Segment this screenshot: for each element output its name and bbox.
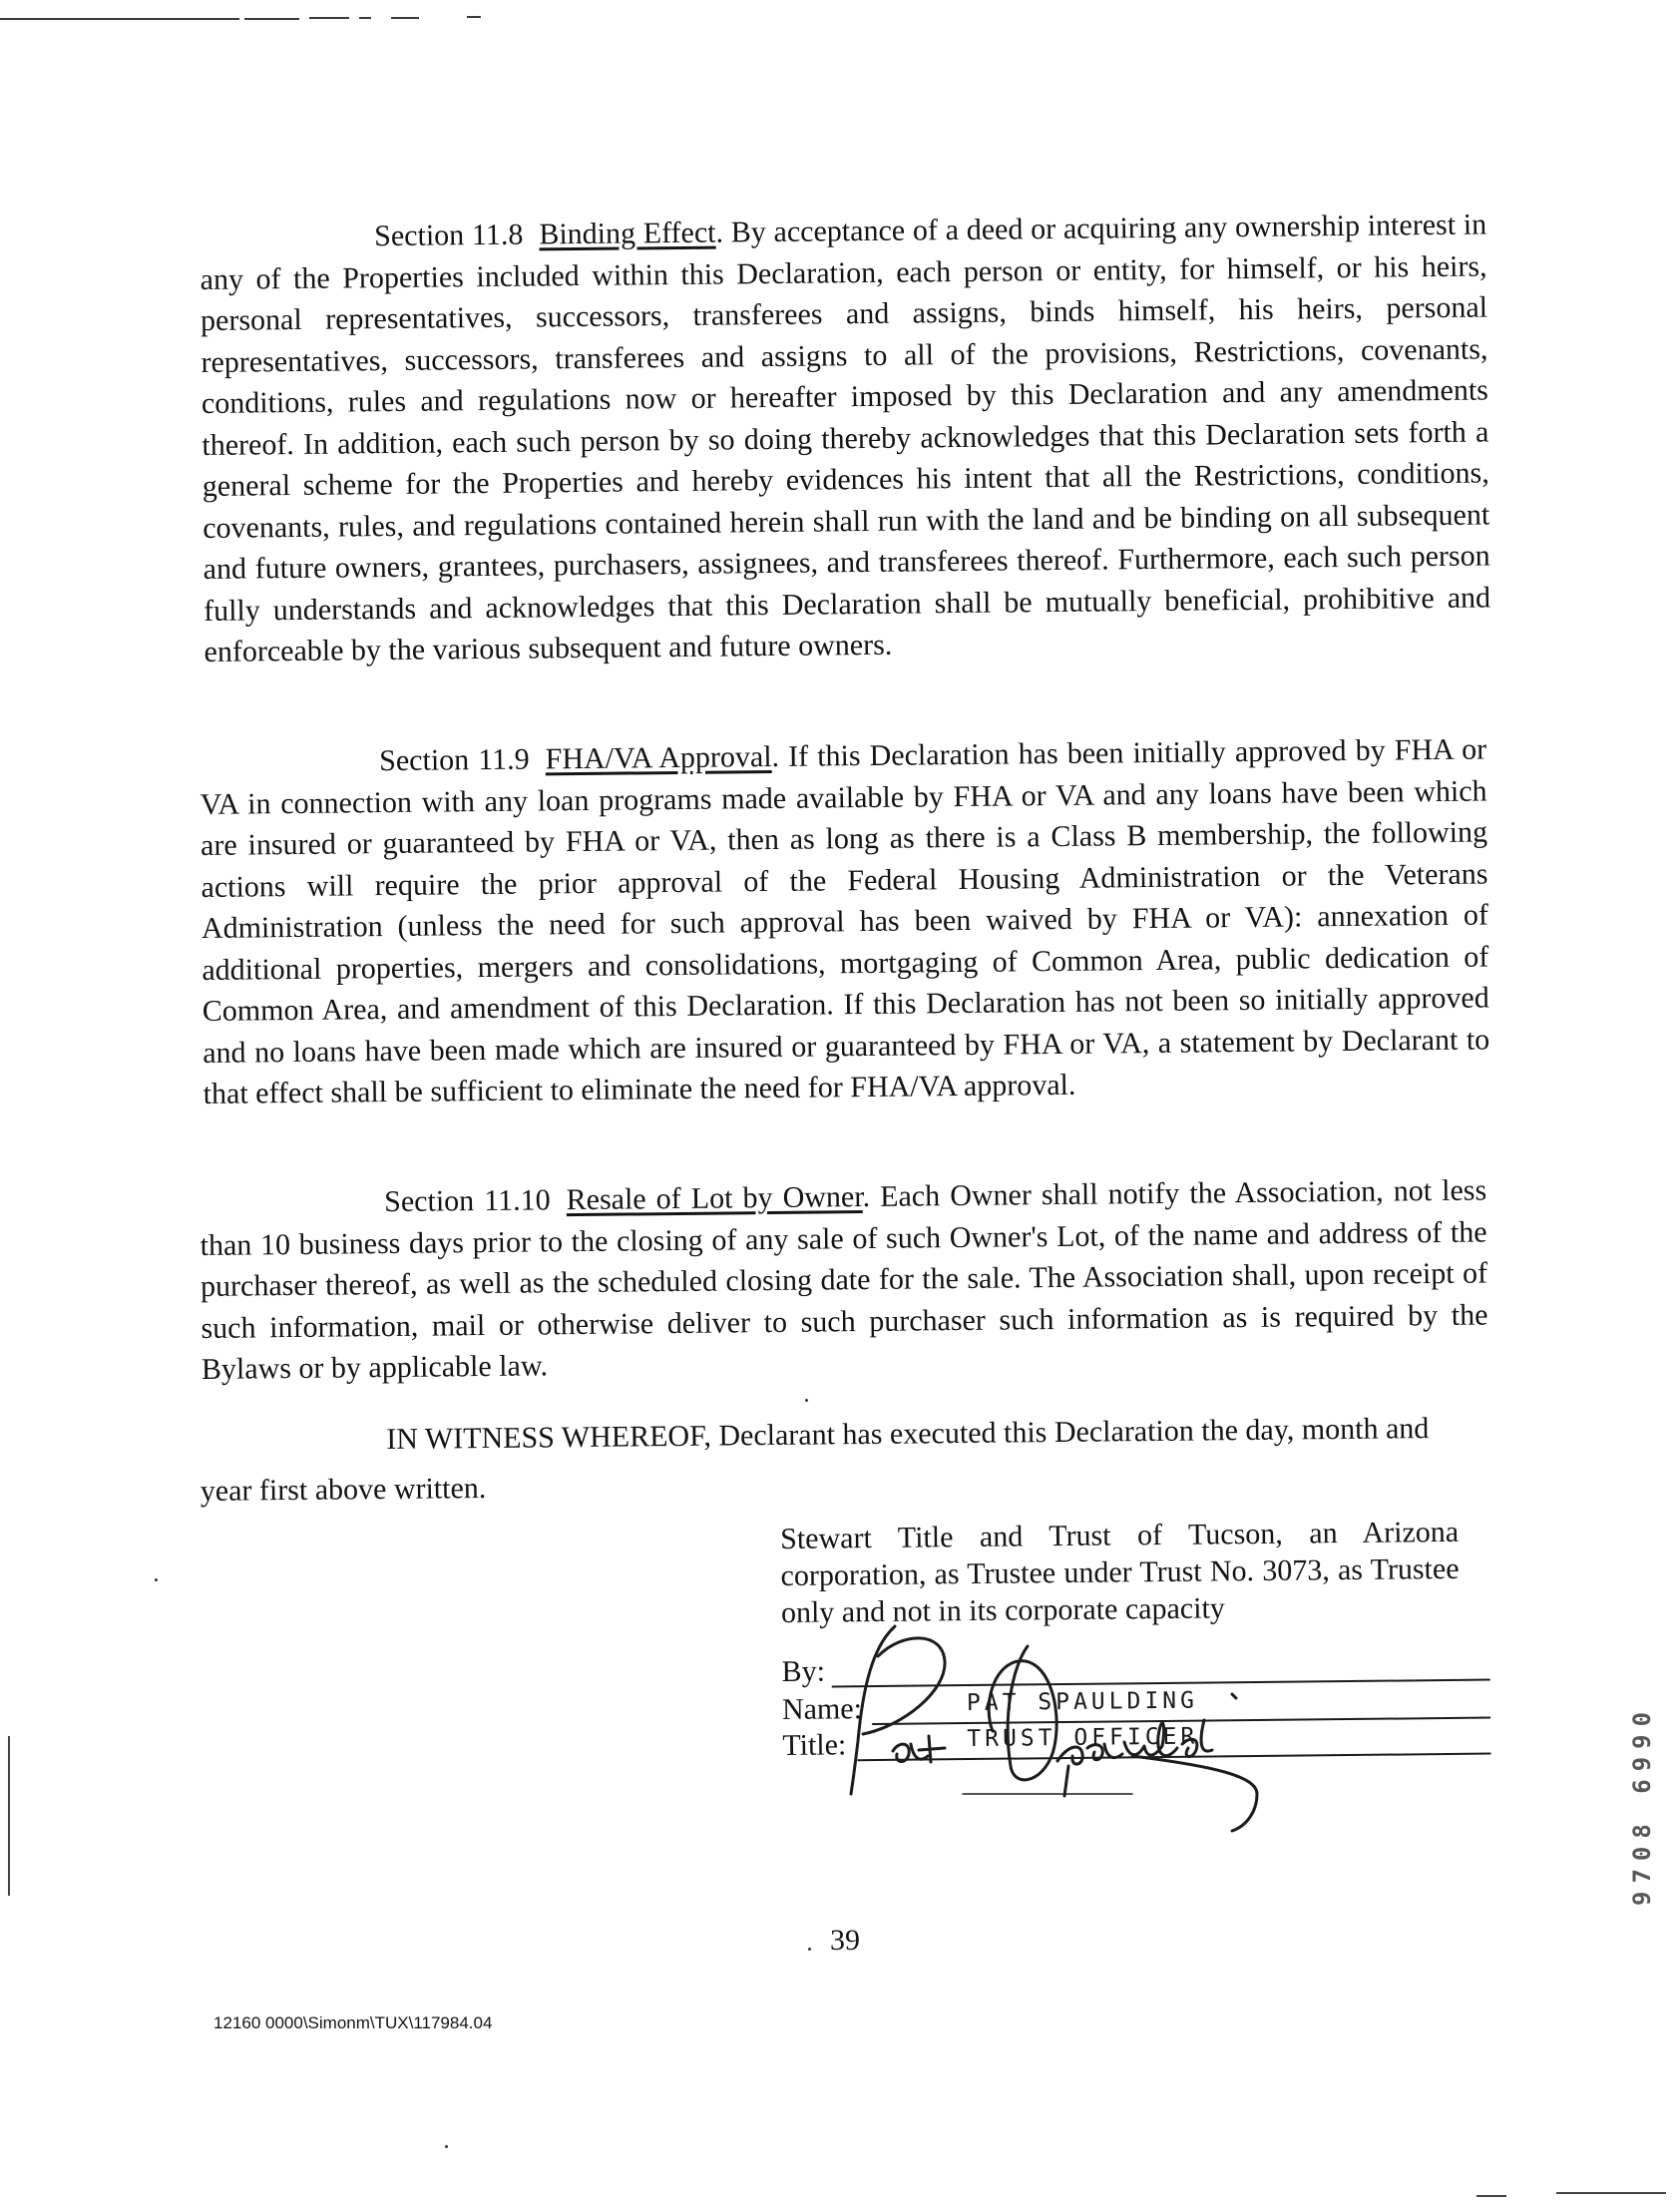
section-number: Section 11.10 — [384, 1183, 551, 1219]
section-heading: Binding Effect — [539, 216, 716, 251]
scan-artifact-line — [1556, 2192, 1666, 2194]
section-body: . Each Owner shall notify the Association, not less than 10 business days prior to the closing of any sale of such Owner's Lot, of the name and address of the purchaser thereof, as well as the scheduled closing date for the sale. The Association shall, upon receipt of such information, mail or otherwise deliver to such purchaser such information as is required by the Bylaws or by applicable law. — [200, 1173, 1488, 1386]
section-body: . If this Declaration has been initially approved by FHA or VA in connection with any loan programs made available by FHA or VA and any loans have been which are insured or guaranteed by FHA or VA, then as long as there is a Class B membership, the following actions will require the prior approval of the Federal Housing Administration or the Veterans Administration (unless the need for such approval has been waived by FHA or VA): annexation of additional properties, mergers and consolidations, mortgaging of Common Area, public dedication of Common Area, and amendment of this Declaration. If this Declaration has not been so initially approved and no loans have been made which are insured or guaranteed by FHA or VA, a statement by Declarant to that effect shall be sufficient to eliminate the need for FHA/VA approval. — [200, 732, 1490, 1110]
witness-line-1: IN WITNESS WHEREOF, Declarant has executed this Declaration the day, month and — [386, 1412, 1430, 1457]
scan-artifact-line — [1476, 2195, 1506, 2197]
section-11-8-paragraph — [200, 204, 1491, 672]
section-heading: FHA/VA Approval — [545, 739, 772, 776]
scan-speck — [808, 1948, 811, 1951]
witness-line-2: year first above written. — [200, 1471, 487, 1508]
scan-artifact-line — [244, 18, 299, 20]
title-label: Title: — [782, 1728, 847, 1762]
scan-artifact-line — [309, 17, 349, 19]
section-number: Section 11.8 — [374, 218, 524, 253]
name-value: PAT SPAULDING — [966, 1687, 1199, 1717]
handwritten-signature — [833, 1616, 1332, 1841]
scan-artifact-line — [467, 16, 481, 18]
scan-artifact-line — [0, 18, 239, 20]
name-label: Name: — [781, 1692, 863, 1726]
witness-clause — [200, 1403, 1487, 1517]
scan-speck — [155, 1578, 158, 1581]
section-body: . By acceptance of a deed or acquiring any ownership interest in any of the Properties included within this Declaration, each person or entity, for himself, or his heirs, personal representatives, successors, transferees and assigns, binds himself, his heirs, personal representatives, successors, transferees and assigns to all of the provisions, Restrictions, covenants, conditions, rules and regulations now or hereafter imposed by this Declaration and any amendments thereof. In addition, each such person by so doing thereby acknowledges that this Declaration sets forth a general scheme for the Properties and hereby evidences his intent that all the Restrictions, conditions, covenants, rules, and regulations contained herein shall run with the land and be binding on all subsequent and future owners, grantees, purchasers, assignees, and transferees thereof. Furthermore, each such person fully understands and acknowledges that this Declaration shall be mutually beneficial, prohibitive and enforceable by the various subsequent and future owners. — [200, 208, 1491, 668]
section-number: Section 11.9 — [379, 742, 530, 778]
trustee-text: Stewart Title and Trust of Tucson, an Arizona corporation, as Trustee under Trust No. 3073, as Trustee only and not in its corporate capacity — [780, 1515, 1460, 1629]
recording-stamp-number: 9708 6990 — [1628, 1703, 1656, 1906]
section-11-10-paragraph — [200, 1169, 1488, 1390]
title-value: TRUST OFFICER — [967, 1723, 1199, 1753]
scan-artifact-line — [359, 17, 371, 19]
document-id: 12160 0000\Simonm\TUX\117984.04 — [213, 2013, 493, 2032]
section-11-9-paragraph — [200, 728, 1490, 1114]
by-label: By: — [781, 1654, 826, 1688]
section-heading: Resale of Lot by Owner — [566, 1180, 863, 1217]
scan-speck — [445, 2145, 448, 2148]
page-number: 39 — [830, 1924, 860, 1957]
scan-artifact-margin-line — [8, 1736, 10, 1896]
signature-block — [780, 1514, 1489, 1762]
scan-speck — [805, 1399, 808, 1402]
scan-artifact-line — [391, 17, 419, 19]
